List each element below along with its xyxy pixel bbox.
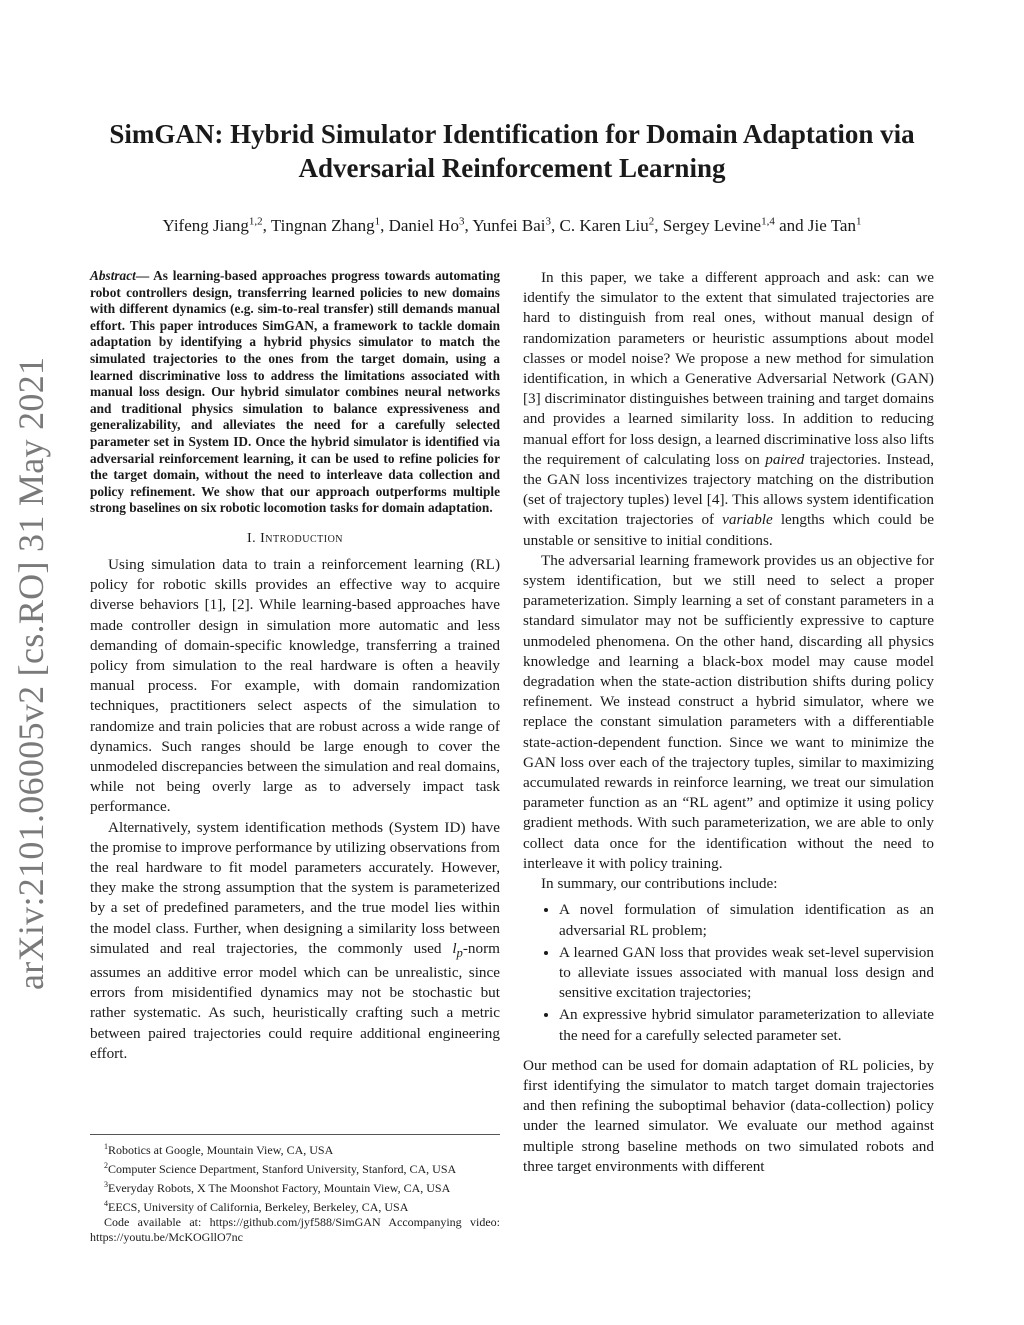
intro-paragraph-1: Using simulation data to train a reinforcement learning (RL) policy for robotic skills provides an effective way to acquire diverse behaviors [1], [2]. While learning-based approaches have made controller design in simulation more automatic and less demanding of domain-specific knowledge, transferring a trained policy from simulation to the real hardware is often a heavily manual process. For example, with domain randomization techniques, practitioners select aspects of the simulation to randomize and train policies that are robust across a wide range of dynamics. Such ranges should be large enough to cover the unmodeled discrepancies between the simulation and real domains, while not being overly large as to adversely impact task performance. xyxy=(90,555,500,816)
abstract: Abstract— As learning-based approaches progress towards automating robot controllers design, transferring learned policies to new domains with different dynamics (e.g. sim-to-real transfer) still demands manual effort. This paper introduces SimGAN, a framework to tackle domain adaptation by identifying a hybrid physics simulator to match the simulated trajectories to the ones from the target domain, using a learned discriminative loss to address the limitations associated with manual loss design. Our hybrid simulator combines neural networks and traditional physics simulation to balance expressiveness and generalizability, and alleviates the need for a carefully selected parameter set in System ID. Once the hybrid simulator is identified via adversarial reinforcement learning, it can be used to refine policies for the target domain, without the need to interleave data collection and policy refinement. We show that our approach outperforms multiple strong baselines on six robotic locomotion tasks for domain adaptation. xyxy=(90,268,500,516)
footnotes xyxy=(90,1134,500,1245)
author: Tingnan Zhang$^1$, xyxy=(270,215,389,235)
author: Daniel Ho$^3$, xyxy=(388,215,473,235)
author: Yunfei Bai$^3$, xyxy=(472,215,560,235)
arxiv-stamp: arXiv:2101.06005v2 [cs.RO] 31 May 2021 xyxy=(11,356,51,990)
contributions-list xyxy=(523,900,934,1045)
abstract-text: As learning-based approaches progress towards automating robot controllers design, transferring learned policies to new domains with different dynamics (e.g. sim-to-real transfer) still demands manual effort. This paper introduces SimGAN, a framework to tackle domain adaptation by identifying a hybrid physics simulator to match the simulated trajectories to the ones from the target domain, using a learned discriminative loss to address the limitations associated with manual loss design. Our hybrid simulator combines neural networks and traditional physics simulation to balance expressiveness and generalizability, and alleviates the need for a carefully selected parameter set in System ID. Once the hybrid simulator is identified via adversarial reinforcement learning, it can be used to refine policies for the target domain, without the need to interleave data collection and policy refinement. We show that our approach outperforms multiple strong baselines on six robotic locomotion tasks for domain adaptation. xyxy=(90,268,500,516)
footnote: $^2$Computer Science Department, Stanford University, Stanford, CA, USA xyxy=(104,1161,457,1176)
author-list xyxy=(90,210,934,237)
right-paragraph-3: In summary, our contributions include: xyxy=(541,875,778,893)
left-column xyxy=(90,268,500,1064)
paper-title xyxy=(90,117,934,185)
right-column xyxy=(523,268,934,1177)
intro-paragraph-2: Alternatively, system identification methods (System ID) have the promise to improve performance by utilizing observations from the real hardware to fit model parameters accurately. However, they make the strong assumption that the system is parameterized by a set of predefined parameters, and the true model lies within the model class. Further, when designing a similarity loss between simulated and real trajectories, the commonly used $l_p$-norm assumes an additive error model which can be unrealistic, since errors from misidentified dynamics may not be stochastic but rather systematic. As such, heuristically crafting such a metric between paired trajectories could require additional engineering effort. xyxy=(90,818,500,1062)
author: Jie Tan$^1$ xyxy=(807,215,862,235)
right-paragraph-1: In this paper, we take a different approach and ask: can we identify the simulator to the extent that simulated trajectories are hard to distinguish from real ones, without manual design of randomization parameters or heuristic assumptions about model classes or model noise? We propose a new method for simulation identification, in which a Generative Adversarial Network (GAN) [3] discriminator distinguishes between training and target domains and provides a learned similarity loss. In addition to reducing manual effort for loss design, a learned discriminative loss also lifts the requirement of calculating loss on paired trajectories. Instead, the GAN loss incentivizes trajectory matching on the distribution (set of trajectory tuples) level [4]. This allows system identification with excitation trajectories of variable lengths which could be unstable or sensitive to initial conditions. xyxy=(523,269,934,549)
footnote: $^4$EECS, University of California, Berkeley, Berkeley, CA, USA xyxy=(104,1199,409,1214)
list-item: • A learned GAN loss that provides weak set-level supervision to alleviate issues associated with manual loss design and sensitive excitation trajectories; xyxy=(559,943,934,1004)
footnote-code-link: Code available at: https://github.com/jyf588/SimGAN Accompanying video: https://youtu.be/McKOGllO7nc xyxy=(90,1215,500,1244)
author: Yifeng Jiang$^{1,2}$, xyxy=(162,215,271,235)
author: Sergey Levine$^{1,4}$ and xyxy=(662,215,808,235)
section-heading-introduction: I. Introduction xyxy=(246,530,344,546)
list-item: • An expressive hybrid simulator parameterization to alleviate the need for a carefully selected parameter set. xyxy=(559,1005,934,1045)
footnote: $^1$Robotics at Google, Mountain View, CA, USA xyxy=(104,1142,334,1157)
title-line-1: SimGAN: Hybrid Simulator Identification for Domain Adaptation via xyxy=(109,119,915,149)
list-item: • A novel formulation of simulation identification as an adversarial RL problem; xyxy=(559,900,934,940)
right-paragraph-2: The adversarial learning framework provides us an objective for system identification, but we still need to select a proper parameterization. Simply learning a set of constant parameters in a standard simulator may not be sufficiently expressive to capture unmodeled phenomena. On the other hand, discarding all physics knowledge and learning a black-box model may cause model degradation when the state-action distribution shifts during policy refinement. We instead construct a hybrid simulator, where we replace the constant simulation parameters with a differentiable state-action-dependent function. Since we want to minimize the GAN loss over each of the trajectory tuples, similar to maximizing accumulated rewards in reinforce learning, we treat our simulation parameter function as an “RL agent” and optimize it using policy gradient methods. With such parameterization, we are able to only collect data once for the identification without the need to interleave it with policy training. xyxy=(523,551,934,872)
title-line-2: Adversarial Reinforcement Learning xyxy=(298,153,726,183)
right-paragraph-4: Our method can be used for domain adaptation of RL policies, by first identifying the simulator to match target domain trajectories and then refining the suboptimal behavior (data-collection) policy under the learned simulator. We evaluate our method against multiple strong baseline methods on two simulated robots and three target environments with different xyxy=(523,1056,934,1175)
lp-norm-math: $l_p$ xyxy=(452,939,463,960)
footnote: $^3$Everyday Robots, X The Moonshot Factory, Mountain View, CA, USA xyxy=(104,1180,451,1195)
author: C. Karen Liu$^2$, xyxy=(559,215,663,235)
abstract-label: Abstract xyxy=(90,268,136,283)
